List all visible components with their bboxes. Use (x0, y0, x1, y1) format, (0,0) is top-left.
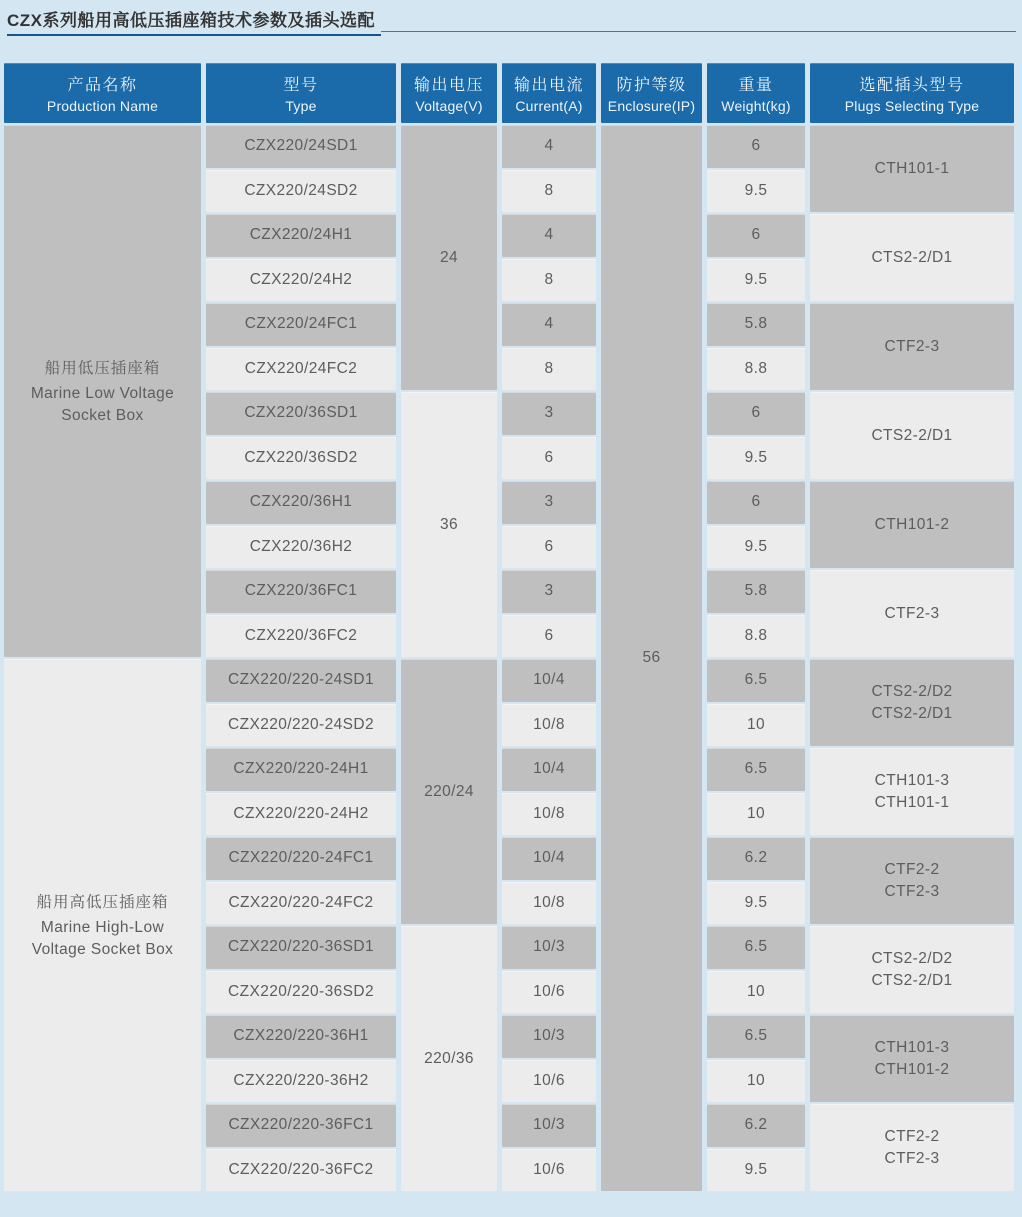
header-zh: 型号 (283, 77, 319, 94)
weight-cell: 6 (707, 481, 805, 524)
header-zh: 产品名称 (67, 77, 138, 94)
voltage-cell: 220/24 (401, 659, 497, 924)
plug-model: CTS2-2/D2 (871, 682, 953, 700)
plug-cell (810, 659, 1014, 746)
current-cell: 8 (502, 170, 596, 213)
current-cell: 10/4 (502, 837, 596, 880)
product-cell (4, 659, 201, 1191)
weight-cell: 9.5 (707, 437, 805, 480)
header-en: Enclosure(IP) (607, 98, 696, 114)
voltage-cell: 220/36 (401, 926, 497, 1191)
current-cell: 6 (502, 615, 596, 658)
header-zh: 重量 (738, 77, 774, 94)
weight-cell: 10 (707, 704, 805, 747)
weight-cell: 6.5 (707, 926, 805, 969)
plug-model: CTH101-1 (874, 159, 950, 177)
weight-cell: 6.2 (707, 1104, 805, 1147)
weight-cell: 6.5 (707, 748, 805, 791)
weight-cell: 8.8 (707, 348, 805, 391)
weight-cell: 5.8 (707, 303, 805, 346)
weight-cell: 6 (707, 125, 805, 168)
header-en: Production Name (46, 98, 159, 114)
plug-cell (810, 392, 1014, 479)
type-cell: CZX220/36SD1 (206, 392, 396, 435)
header-zh: 输出电压 (413, 77, 484, 94)
header-en: Type (285, 98, 317, 114)
current-cell: 10/3 (502, 926, 596, 969)
weight-cell: 9.5 (707, 1149, 805, 1192)
plug-cell (810, 1104, 1014, 1191)
type-cell: CZX220/220-24SD2 (206, 704, 396, 747)
type-cell: CZX220/24FC1 (206, 303, 396, 346)
type-cell: CZX220/220-36SD2 (206, 971, 396, 1014)
plug-model: CTH101-2 (874, 1060, 950, 1078)
header-en: Voltage(V) (415, 98, 483, 114)
type-cell: CZX220/24H2 (206, 259, 396, 302)
title-row (7, 11, 1016, 36)
type-cell: CZX220/36H1 (206, 481, 396, 524)
title-underline-rule (381, 31, 1016, 32)
plug-model: CTH101-3 (874, 1038, 950, 1056)
header-plugs (810, 63, 1014, 123)
current-cell: 6 (502, 437, 596, 480)
weight-cell: 10 (707, 793, 805, 836)
header-weight (707, 63, 805, 123)
weight-cell: 9.5 (707, 526, 805, 569)
header-zh: 输出电流 (513, 77, 584, 94)
type-cell: CZX220/220-24FC2 (206, 882, 396, 925)
current-cell: 4 (502, 214, 596, 257)
type-cell: CZX220/24H1 (206, 214, 396, 257)
type-cell: CZX220/36SD2 (206, 437, 396, 480)
type-cell: CZX220/220-24H2 (206, 793, 396, 836)
type-cell: CZX220/24SD1 (206, 125, 396, 168)
plug-model: CTF2-3 (884, 604, 940, 622)
current-cell: 10/8 (502, 882, 596, 925)
enclosure-cell: 56 (601, 125, 702, 1191)
spec-table (4, 63, 1018, 1191)
type-cell: CZX220/36FC1 (206, 570, 396, 613)
plug-model: CTS2-2/D1 (871, 971, 953, 989)
current-cell: 8 (502, 348, 596, 391)
product-name-zh: 船用高低压插座箱 (36, 893, 169, 911)
header-production-name (4, 63, 201, 123)
type-cell: CZX220/24SD2 (206, 170, 396, 213)
plug-model: CTF2-3 (884, 337, 940, 355)
type-cell: CZX220/220-24SD1 (206, 659, 396, 702)
weight-cell: 9.5 (707, 259, 805, 302)
current-cell: 3 (502, 570, 596, 613)
header-type (206, 63, 396, 123)
current-cell: 10/3 (502, 1015, 596, 1058)
plug-cell (810, 748, 1014, 835)
voltage-cell: 24 (401, 125, 497, 390)
type-cell: CZX220/220-36FC1 (206, 1104, 396, 1147)
header-en: Current(A) (515, 98, 583, 114)
current-cell: 10/8 (502, 793, 596, 836)
current-cell: 8 (502, 259, 596, 302)
plug-cell (810, 926, 1014, 1013)
plug-model: CTF2-2 (884, 860, 940, 878)
header-zh: 选配插头型号 (859, 77, 965, 94)
plug-model: CTF2-2 (884, 1127, 940, 1145)
current-cell: 10/4 (502, 748, 596, 791)
header-en: Plugs Selecting Type (844, 98, 980, 114)
product-name-en: Marine Low Voltage Socket Box (30, 384, 175, 424)
product-name-en: Marine High-Low Voltage Socket Box (31, 918, 174, 958)
type-cell: CZX220/220-24FC1 (206, 837, 396, 880)
plug-model: CTS2-2/D2 (871, 949, 953, 967)
weight-cell: 10 (707, 1060, 805, 1103)
type-cell: CZX220/220-36FC2 (206, 1149, 396, 1192)
type-cell: CZX220/220-36H2 (206, 1060, 396, 1103)
header-enclosure (601, 63, 702, 123)
plug-model: CTH101-2 (874, 515, 950, 533)
plug-cell (810, 1015, 1014, 1102)
voltage-cell: 36 (401, 392, 497, 657)
plug-model: CTF2-3 (884, 882, 940, 900)
plug-model: CTS2-2/D1 (871, 704, 953, 722)
current-cell: 10/6 (502, 971, 596, 1014)
type-cell: CZX220/36H2 (206, 526, 396, 569)
type-cell: CZX220/24FC2 (206, 348, 396, 391)
plug-model: CTS2-2/D1 (871, 248, 953, 266)
current-cell: 4 (502, 125, 596, 168)
product-cell (4, 125, 201, 657)
current-cell: 3 (502, 392, 596, 435)
plug-cell (810, 481, 1014, 568)
header-zh: 防护等级 (616, 77, 687, 94)
plug-cell (810, 570, 1014, 657)
type-cell: CZX220/220-24H1 (206, 748, 396, 791)
type-cell: CZX220/220-36H1 (206, 1015, 396, 1058)
plug-cell (810, 837, 1014, 924)
current-cell: 10/6 (502, 1060, 596, 1103)
plug-model: CTF2-3 (884, 1149, 940, 1167)
weight-cell: 6 (707, 392, 805, 435)
current-cell: 4 (502, 303, 596, 346)
weight-cell: 6.5 (707, 1015, 805, 1058)
page-title: CZX系列船用高低压插座箱技术参数及插头选配 (7, 11, 381, 36)
plug-cell (810, 303, 1014, 390)
current-cell: 10/3 (502, 1104, 596, 1147)
weight-cell: 6.5 (707, 659, 805, 702)
weight-cell: 6 (707, 214, 805, 257)
weight-cell: 10 (707, 971, 805, 1014)
header-voltage (401, 63, 497, 123)
product-name-zh: 船用低压插座箱 (44, 359, 161, 377)
weight-cell: 8.8 (707, 615, 805, 658)
current-cell: 3 (502, 481, 596, 524)
plug-cell (810, 214, 1014, 301)
plug-model: CTH101-1 (874, 793, 950, 811)
current-cell: 10/6 (502, 1149, 596, 1192)
header-current (502, 63, 596, 123)
weight-cell: 9.5 (707, 170, 805, 213)
weight-cell: 5.8 (707, 570, 805, 613)
type-cell: CZX220/36FC2 (206, 615, 396, 658)
plug-model: CTH101-3 (874, 771, 950, 789)
header-en: Weight(kg) (721, 98, 791, 114)
plug-model: CTS2-2/D1 (871, 426, 953, 444)
current-cell: 10/4 (502, 659, 596, 702)
weight-cell: 6.2 (707, 837, 805, 880)
plug-cell (810, 125, 1014, 212)
type-cell: CZX220/220-36SD1 (206, 926, 396, 969)
current-cell: 6 (502, 526, 596, 569)
weight-cell: 9.5 (707, 882, 805, 925)
current-cell: 10/8 (502, 704, 596, 747)
